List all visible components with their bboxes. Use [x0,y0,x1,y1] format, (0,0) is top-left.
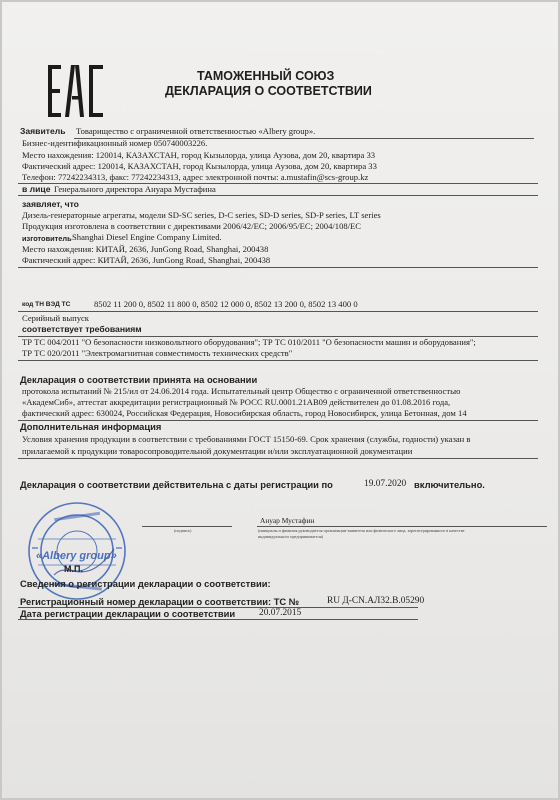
extra-info-label: Дополнительная информация [20,421,162,432]
applicant-bin: Бизнес-идентификационный номер 050740003226. [22,138,208,148]
registration-title: Сведения о регистрации декларации о соответствии: [20,578,271,589]
registration-date: 20.07.2015 [259,608,302,618]
applicant-name: Товарищество с ограниченной ответственностью «Albery group». [76,126,316,136]
applicant-phone: Телефон: 77242234313, факс: 77242234313, адрес электронной почты: a.mustafin@scs-group.kz [22,172,369,182]
declares-label: заявляет, что [22,199,79,209]
registration-number-label: Регистрационный номер декларации о соответствии: ТС № [20,596,300,607]
signatory-caption-2: индивидуального предпринимателя) [258,534,324,539]
declaration-page [2,2,558,798]
extra-info-line-2: прилагаемой к продукции товаросопроводительной документации и/или эксплуатационной документации [22,446,413,456]
validity-date: 19.07.2020 [364,479,407,489]
basis-label: Декларация о соответствии принята на основании [20,374,258,385]
header-union: ТАМОЖЕННЫЙ СОЮЗ [197,69,335,83]
applicant-location: Место нахождения: 120014, КАЗАХСТАН, город Кызылорда, улица Аузова, дом 20, квартира 33 [22,150,376,160]
hs-code-value: 8502 11 200 0, 8502 11 800 0, 8502 12 000 0, 8502 13 200 0, 8502 13 400 0 [94,299,358,309]
basis-line-1: протокола испытаний № 215/ил от 24.06.2014 года. Испытательный центр Общество с ограниченной ответственностью [22,386,461,396]
validity-label: Декларация о соответствии действительна с даты регистрации по [20,479,333,490]
person-name: Генерального директора Ануара Мустафина [54,184,216,194]
person-label: в лице [22,184,51,194]
registration-date-label: Дата регистрации декларации о соответствии [20,608,236,619]
signatory-caption-1: (инициалы и фамилия руководителя организации-заявителя или физического лица, зарегистрированного в качестве [258,528,465,533]
applicant-label: Заявитель [20,126,66,136]
validity-suffix: включительно. [414,479,485,490]
signatory-name: Ануар Мустафин [260,516,315,525]
signature-caption: (подпись) [174,528,192,533]
requirements-line-1: ТР ТС 004/2011 "О безопасности низковольтного оборудования"; ТР ТС 010/2011 "О безопасности машин и оборудования"; [22,337,476,347]
extra-info-line-1: Условия хранения продукции в соответствии с требованиями ГОСТ 15150-69. Срок хранения (службы, годности) указан в [22,434,471,444]
serial-production: Серийный выпуск [22,313,89,323]
maker-label: изготовитель [22,234,72,243]
basis-line-3: фактический адрес: 630024, Российская Федерация, Новосибирская область, город Новосибирск, улица Бетонная, дом 14 [22,408,467,418]
header-title: ДЕКЛАРАЦИЯ О СООТВЕТСТВИИ [165,84,372,98]
requirements-line-2: ТР ТС 020/2011 "Электромагнитная совместимость технических средств" [22,348,293,358]
applicant-actual-address: Фактический адрес: 120014, КАЗАХСТАН, город Кызылорда, улица Аузова, дом 20, квартира 33 [22,161,377,171]
maker-name: Shanghai Diesel Engine Company Limited. [72,232,222,242]
basis-line-2: «АкадемСиб», аттестат аккредитации регистрационный № РОСС RU.0001.21АВ09 действителен до 01.08.2016 года, [22,397,451,407]
product-directives: Продукция изготовлена в соответствии с директивами 2006/42/EC; 2006/95/EC; 2004/108/EC [22,221,362,231]
hs-code-label: код ТН ВЭД ТС [22,301,71,308]
requirements-label: соответствует требованиям [22,324,142,334]
maker-actual-address: Фактический адрес: КИТАЙ, 2636, JunGong Road, Shanghai, 200438 [22,255,271,265]
stamp-company-name: «Albery group» [36,550,117,562]
registration-number: RU Д-CN.АЛ32.В.05290 [327,596,425,606]
product-description: Дизель-генераторные агрегаты, модели SD-SC series, D-C series, SD-D series, SD-P series, LT series [22,210,381,220]
eac-logo [46,62,106,120]
maker-location: Место нахождения: КИТАЙ, 2636, JunGong Road, Shanghai, 200438 [22,244,269,254]
seal-place-mark: М.П. [64,564,83,574]
